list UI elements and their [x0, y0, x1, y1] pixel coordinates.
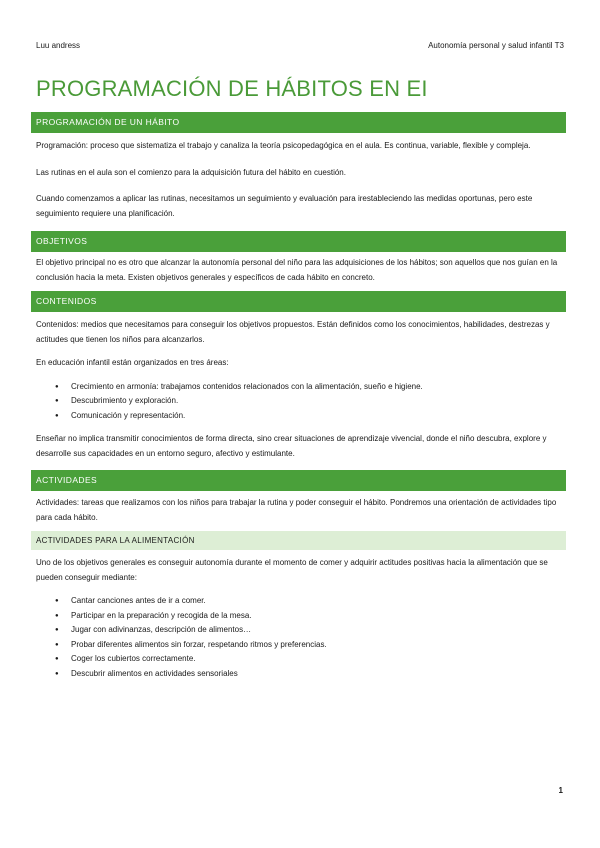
list-item: ● Descubrimiento y exploración.: [31, 394, 566, 409]
paragraph: El objetivo principal no es otro que alcanzar la autonomía personal del niño para las adquisiciones de los hábitos; son aquellos que nos guían en la conclusión hacia la meta. Existen objetivos generales y específicos de cada hábito en concreto.: [36, 258, 558, 282]
section-heading-objetivos: OBJETIVOS: [31, 231, 566, 252]
list-item: ● Descubrir alimentos en actividades sensoriales: [31, 667, 566, 682]
paragraph: Contenidos: medios que necesitamos para conseguir los objetivos propuestos. Están definidos como los conocimientos, habilidades, destrezas y actitudes que tienen los niños para alcanzarlos.: [36, 320, 550, 344]
document-title: PROGRAMACIÓN DE HÁBITOS EN EI: [36, 76, 428, 101]
paragraph: En educación infantil están organizados en tres áreas:: [36, 358, 229, 367]
list-item: ● Crecimiento en armonía: trabajamos contenidos relacionados con la alimentación, sueño e higiene.: [31, 380, 566, 395]
paragraph: Las rutinas en el aula son el comienzo para la adquisición futura del hábito en cuestión.: [36, 167, 346, 177]
list-item: ● Participar en la preparación y recogida de la mesa.: [31, 609, 566, 624]
paragraph: Uno de los objetivos generales es conseguir autonomía durante el momento de comer y adquirir actitudes positivas hacia la alimentación que se pueden conseguir mediante:: [36, 558, 548, 582]
list-item: ● Comunicación y representación.: [31, 409, 566, 424]
section-heading-actividades: ACTIVIDADES: [31, 470, 566, 491]
paragraph: Programación: proceso que sistematiza el trabajo y canaliza la teoría psicopedagógica en el aula. Es continua, variable, flexible y compleja.: [36, 141, 531, 150]
paragraph: Actividades: tareas que realizamos con los niños para trabajar la rutina y poder conseguir el hábito. Pondremos una orientación de actividades tipo para cada hábito.: [36, 498, 557, 522]
list-item: ● Jugar con adivinanzas, descripción de alimentos…: [31, 623, 566, 638]
alimentacion-activities-list: [31, 594, 566, 681]
header-subject: Autonomía personal y salud infantil T3: [428, 41, 564, 50]
areas-list: [31, 380, 566, 424]
paragraph: Enseñar no implica transmitir conocimientos de forma directa, sino crear situaciones de aprendizaje vivencial, donde el niño descubra, explore y desarrolle sus capacidades en un entorno seguro, afectivo y estimulante.: [36, 434, 547, 458]
section-heading-programacion: PROGRAMACIÓN DE UN HÁBITO: [31, 112, 566, 133]
section-heading-contenidos: CONTENIDOS: [31, 291, 566, 312]
document-body: [31, 112, 566, 681]
header-author: Luu andress: [36, 41, 81, 50]
list-item: ● Cantar canciones antes de ir a comer.: [31, 594, 566, 609]
list-item: ● Coger los cubiertos correctamente.: [31, 652, 566, 667]
page-number: 1: [558, 786, 563, 795]
page-header: [36, 41, 564, 53]
subsection-heading-alimentacion: ACTIVIDADES PARA LA ALIMENTACIÓN: [31, 531, 566, 550]
paragraph: Cuando comenzamos a aplicar las rutinas, necesitamos un seguimiento y evaluación para irestableciendo las medidas oportunas, pero este seguimiento requiere una planificación.: [36, 194, 533, 218]
list-item: ● Probar diferentes alimentos sin forzar, respetando ritmos y preferencias.: [31, 638, 566, 653]
